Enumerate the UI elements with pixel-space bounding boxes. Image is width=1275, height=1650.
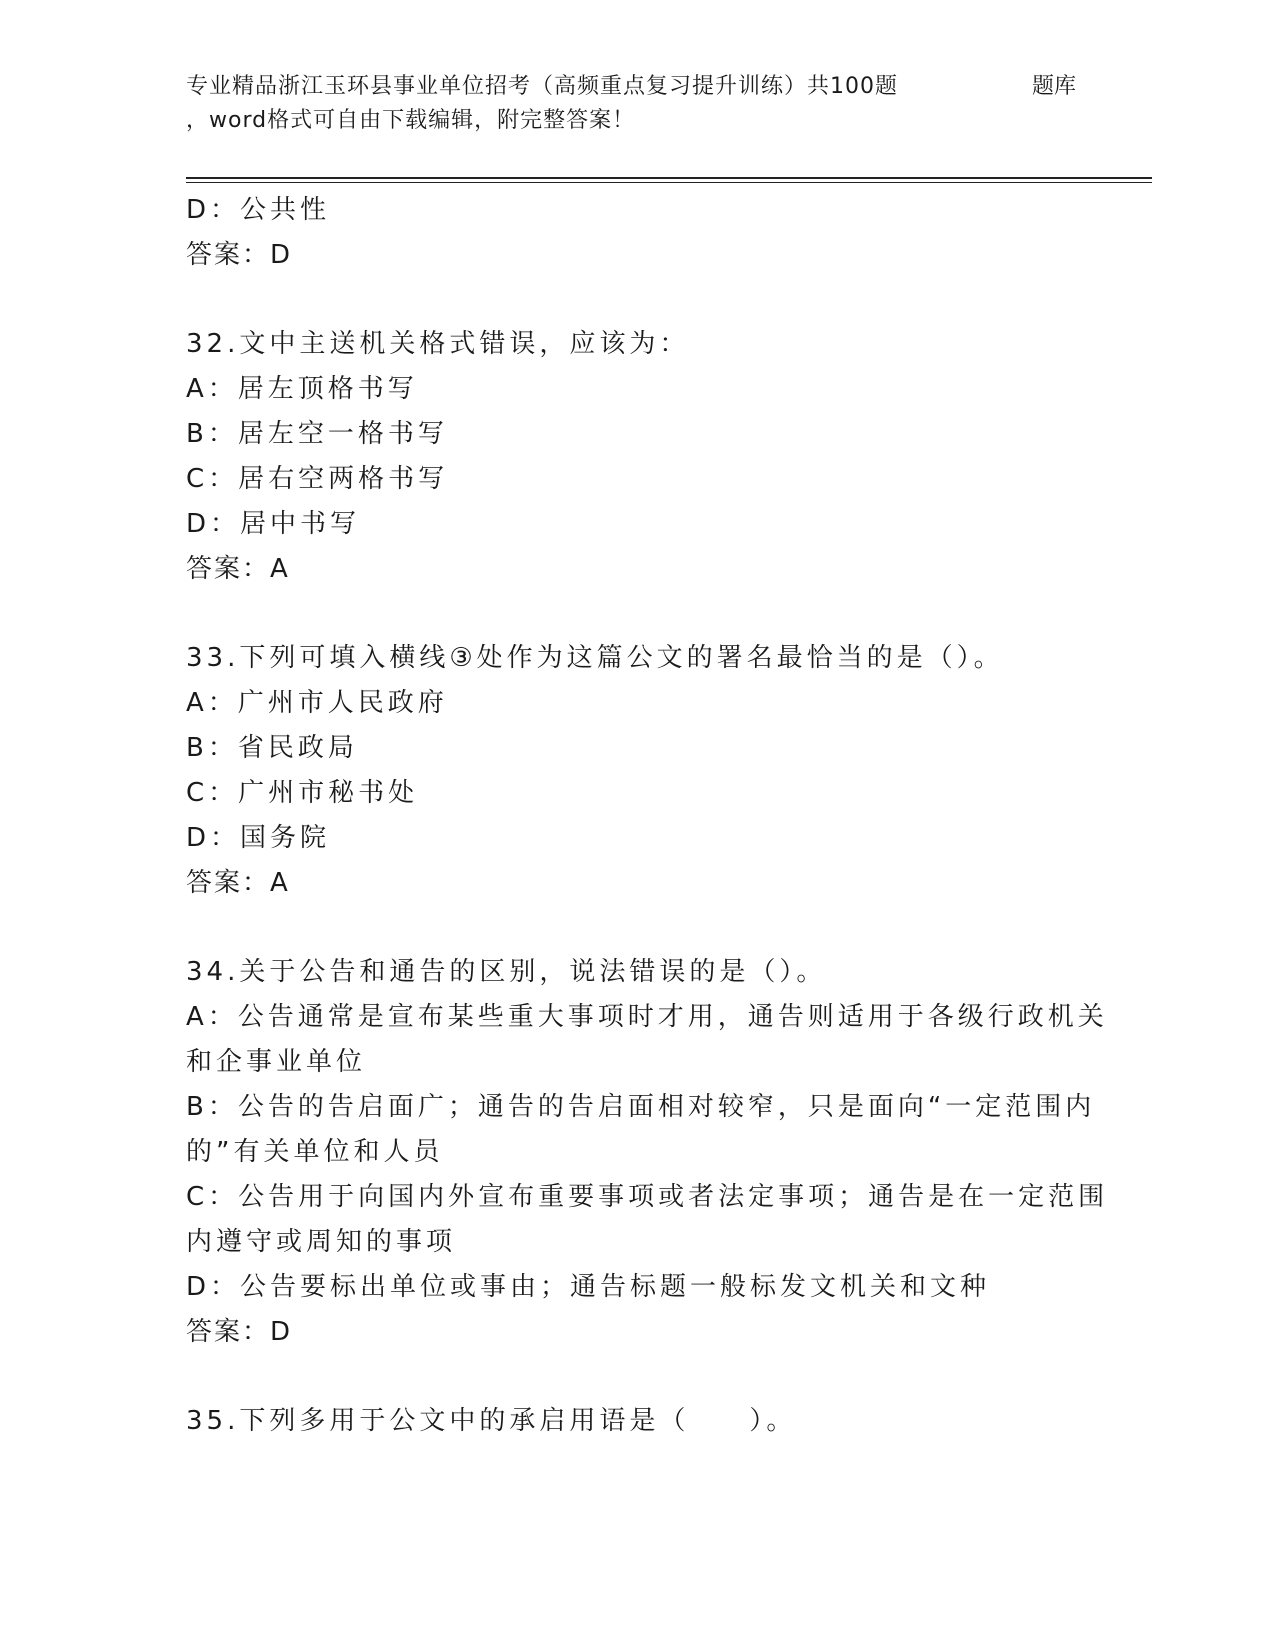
answer: 答案：D [186,1317,293,1347]
header-title: 专业精品浙江玉环县事业单位招考（高频重点复习提升训练）共100题 [186,74,898,99]
question-stem: 34.关于公告和通告的区别，说法错误的是（）。 [186,957,827,987]
option-c-continued: 内遵守或周知的事项 [186,1227,457,1257]
answer: 答案：A [186,868,290,898]
option-d: D：居中书写 [186,509,361,539]
question-35 [186,1399,1086,1444]
header-divider [186,177,1152,183]
option-b: B：省民政局 [186,733,358,763]
option-b: B：居左空一格书写 [186,419,448,449]
option-d: D：国务院 [186,823,331,853]
option-a-continued: 和企事业单位 [186,1047,367,1077]
option-b: B：公告的告启面广；通告的告启面相对较窄，只是面向“一定范围内 [186,1092,1096,1122]
answer: 答案：D [186,240,293,270]
option-a: A：公告通常是宣布某些重大事项时才用，通告则适用于各级行政机关 [186,1002,1108,1032]
option-d: D：公告要标出单位或事由；通告标题一般标发文机关和文种 [186,1272,991,1302]
page-header [186,70,1156,150]
question-list [186,188,1109,1444]
option-c: C：居右空两格书写 [186,464,449,494]
question-34 [186,950,1109,1355]
question-stem: 33.下列可填入横线③处作为这篇公文的署名最恰当的是（）。 [186,643,1004,673]
option-c: C：公告用于向国内外宣布重要事项或者法定事项；通告是在一定范围 [186,1182,1109,1212]
header-subtitle: ，word格式可自由下载编辑，附完整答案！ [186,108,636,133]
option-a: A：广州市人民政府 [186,688,448,718]
option-b-continued: 的”有关单位和人员 [186,1137,444,1167]
option-c: C：广州市秘书处 [186,778,419,808]
question-32 [186,322,1086,592]
question-33 [186,636,1086,906]
header-tag: 题库 [1032,74,1077,99]
option-a: A：居左顶格书写 [186,374,418,404]
question-stem: 35.下列多用于公文中的承启用语是（ ）。 [186,1406,797,1436]
question-stem: 32.文中主送机关格式错误，应该为： [186,329,690,359]
option-d: D：公共性 [186,195,331,225]
answer: 答案：A [186,554,290,584]
